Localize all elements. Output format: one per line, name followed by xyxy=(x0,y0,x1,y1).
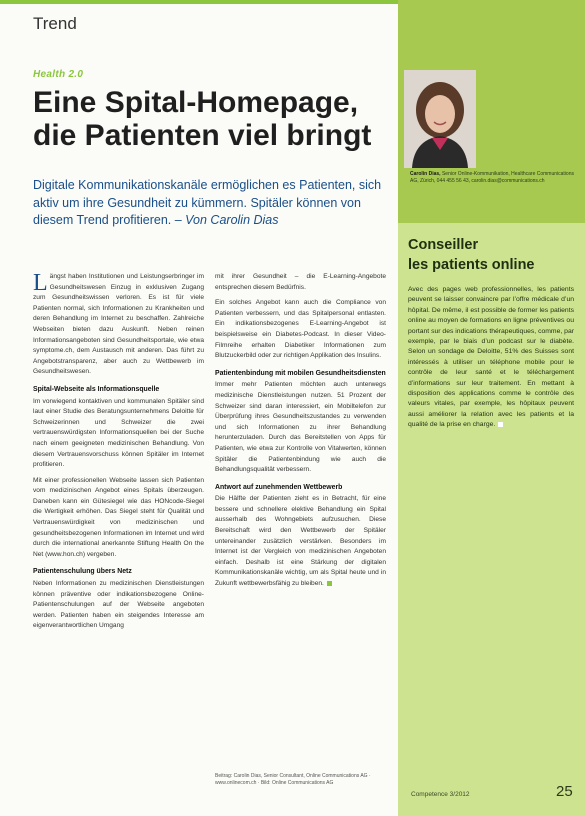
subheading: Antwort auf zunehmenden Wettbewerb xyxy=(215,483,343,491)
sidebar xyxy=(398,0,585,816)
author-photo xyxy=(404,70,476,168)
paragraph: Im vorwiegend kontaktiven und kommunalen Spitäler sind laut einer Studie des Beratungsunternehmens Deloitte für Schweizerinnen und Schweizer die zwei vertrauenswürdigsten Informationsquellen bei der Suche nach einem geeigneten medizinischen Behandlung. Von diesem Vertrauensvorschuss können Spitäler im Internet profitieren. xyxy=(33,397,204,469)
paragraph: mit ihrer Gesundheit – die E-Learning-Angebote entsprechen diesem Bedürfnis. xyxy=(215,273,386,291)
intro-paragraph xyxy=(33,272,204,378)
box-title xyxy=(408,235,535,275)
byline: – Von Carolin Dias xyxy=(174,213,279,227)
box-title-line-2: les patients online xyxy=(408,257,535,273)
intro-text: ängst haben Institutionen und Leistungserbringer im Gesundheitswesen Einzug in exklusiven Zugang zum Gesundheitswissen verloren. Es ist für viele Patienten normal, sich Informationen zu Krankheiten und deren Behandlung im Internet zu beschaffen. Zahlreiche Webseiten bieten dazu Auskunft. Neben reinen Informationsangeboten sind Gesundheitsportale, wie etwa symptome.ch, dem Austausch mit anderen. Das führt zu Angebotstransparenz, aber auch zu Wettbewerb im Gesundheitswesen. xyxy=(33,273,204,376)
top-rule xyxy=(0,0,398,4)
box-body: Avec des pages web professionnelles, les patients peuvent se laisser convaincre par l’offre médicale d’un hôpital. De même, il est possible de former les patients online au moyen de formations en ligne préventives ou portant sur des indications thérapeutiques, comme, par exemple, par le biais d’un podcast sur le diabète. Selon un sondage de Deloitte, 51% des Suisses sont intéressés à utiliser un téléphone mobile pour le contrôle de leur santé et le téléchargement d’informations sur leur traitement. En mettant à disposition des applications comme le contrôle des valeurs vitales, par exemple, les hôpitaux peuvent aussi améliorer la relation avec les patients et la qualité de la prise en charge. xyxy=(408,286,574,429)
headline-line-2: die Patienten viel bringt xyxy=(33,119,372,152)
end-mark-icon xyxy=(498,422,503,427)
paragraph: Neben Informationen zu medizinischen Dienstleistungen können präventive oder indikationsbezogene Online-Patientenschulungen auf der Webseite angeboten werden. Patienten haben ein steigendes Interesse am eigenverantwortlichen Umgang xyxy=(33,580,204,630)
paragraph: Immer mehr Patienten möchten auch unterwegs medizinische Dienstleistungen nutzen. 51 Prozent der Schweizer sind daran interessiert, ein Mobiltelefon zur Überprüfung ihres Gesundheitszustandes zu verwenden und sich Informationen zu ihrer Behandlung herunterzuladen. Durch das Bereitstellen von Apps für Patienten, wie etwa zur Kontrolle von Vitalwerten, können Spitäler die Patientenbindung wie auch die Behandlungsqualität verbessern. xyxy=(215,381,386,474)
box-title-line-1: Conseiller xyxy=(408,237,479,253)
section-label: Trend xyxy=(33,14,77,33)
end-mark-icon xyxy=(327,581,332,586)
paragraph xyxy=(215,494,386,589)
page-title xyxy=(33,86,393,152)
paragraph-text: Die Hälfte der Patienten zieht es in Betracht, für eine bessere und schnellere elektive Behandlung ein Spital ausserhalb des Wohngebiets aufzusuchen. Diese Bereitschaft wird den Wettbewerb der Spitäler untereinander zusätzlich verstärken. Besonders im Internet ist der Vergleich von medizinischen Angeboten einfach. Deshalb ist eine Stärkung der digitalen Kommunikationskanäle wichtig, um als Spital heute und in Zukunft wettbewerbsfähig zu bleiben. xyxy=(215,495,386,588)
lede-text: Digitale Kommunikationskanäle ermöglichen es Patienten, sich aktiv um ihre Gesundheit zu kümmern. Spitäler können von diesem Trend profitieren. xyxy=(33,178,382,227)
box-text xyxy=(408,285,574,431)
page-number: 25 xyxy=(556,783,573,800)
kicker: Health 2.0 xyxy=(33,69,84,80)
photo-caption xyxy=(410,171,580,185)
headline-line-1: Eine Spital-Homepage, xyxy=(33,86,359,119)
drop-cap: L xyxy=(33,270,48,296)
paragraph: Ein solches Angebot kann auch die Compliance von Patienten verbessern, und das Spitalpersonal entlasten. Ein indikationsbezogenes E-Learning-Angebot ist beispielsweise ein Diabetes-Podcast. In dieser Video-Filmreihe erhalten Diabetiker Informationen zum Blutzuckerbild oder zur richtigen Applikation des Insulins. xyxy=(215,299,386,360)
article-column-2 xyxy=(215,272,386,595)
lede xyxy=(33,177,393,230)
subheading: Patientenschulung übers Netz xyxy=(33,568,132,576)
caption-name: Carolin Dias, xyxy=(410,171,441,177)
subheading: Patientenbindung mit mobilen Gesundheitsdiensten xyxy=(215,369,386,377)
french-summary-box xyxy=(398,223,585,816)
magazine-issue: Competence 3/2012 xyxy=(411,791,470,798)
subheading: Spital-Webseite als Informationsquelle xyxy=(33,385,160,393)
paragraph: Mit einer professionellen Webseite lassen sich Patienten vom medizinischen Angebot eines Spitals überzeugen. Daneben kann ein Gütesiegel wie das HONcode-Siegel die Wertigkeit erhöhen. Das Siegel steht für Qualität und Vertrauenswürdigkeit von medizinischen und gesundheitsbezogenen Informationen im Internet und wird durch die international anerkannte Stiftung Health On the Net (www.hon.ch) vergeben. xyxy=(33,476,204,558)
article-column-1 xyxy=(33,272,204,637)
caption-text: Senior Online-Kommunikation, Healthcare Communications AG, Zürich, 044 455 56 43, carolin.dias@communications.ch xyxy=(410,171,574,184)
article-credit: Beitrag: Carolin Dias, Senior Consultant, Online Communications AG · www.onlinecom.ch · Bild: Online Communications AG xyxy=(215,773,371,786)
author-portrait-icon xyxy=(404,70,476,168)
